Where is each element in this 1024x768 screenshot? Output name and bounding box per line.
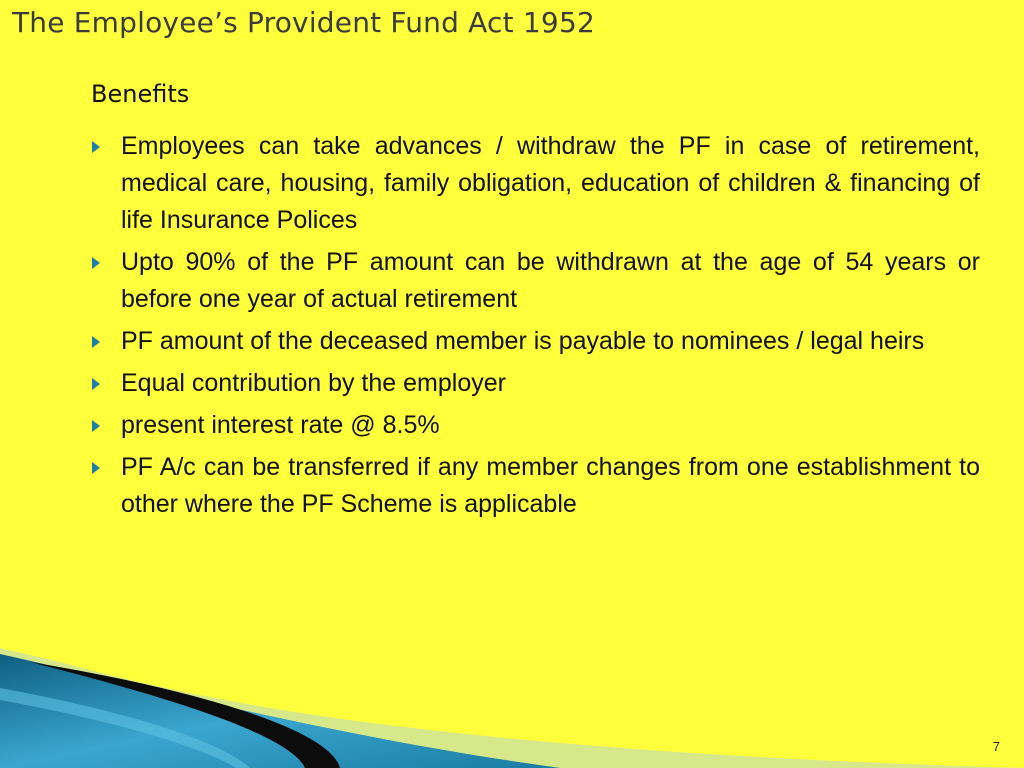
bullet-item bbox=[90, 128, 980, 239]
bullet-text: present interest rate @ 8.5% bbox=[121, 411, 440, 439]
bullet-list bbox=[90, 128, 980, 528]
bullet-text: PF A/c can be transferred if any member changes from one establishment to other where the PF Scheme is applicable bbox=[121, 453, 980, 518]
page-number: 7 bbox=[992, 739, 1000, 754]
bullet-text: PF amount of the deceased member is payable to nominees / legal heirs bbox=[121, 327, 925, 355]
triangle-right-bullet-icon bbox=[92, 336, 100, 348]
triangle-right-bullet-icon bbox=[92, 378, 100, 390]
slide-title: The Employee’s Provident Fund Act 1952 bbox=[12, 6, 595, 39]
bullet-text: Equal contribution by the employer bbox=[121, 369, 506, 397]
triangle-right-bullet-icon bbox=[92, 141, 100, 153]
bullet-item bbox=[90, 449, 980, 523]
bullet-item bbox=[90, 365, 980, 402]
bullet-item bbox=[90, 407, 980, 444]
triangle-right-bullet-icon bbox=[92, 462, 100, 474]
bullet-text: Upto 90% of the PF amount can be withdrawn at the age of 54 years or before one year of actual retirement bbox=[121, 248, 980, 313]
bullet-item bbox=[90, 244, 980, 318]
triangle-right-bullet-icon bbox=[92, 420, 100, 432]
slide-subtitle: Benefits bbox=[91, 80, 190, 108]
triangle-right-bullet-icon bbox=[92, 257, 100, 269]
decorative-wave bbox=[0, 640, 1024, 768]
bullet-text: Employees can take advances / withdraw the PF in case of retirement, medical care, housing, family obligation, education of children & financing of life Insurance Polices bbox=[121, 132, 980, 234]
bullet-item bbox=[90, 323, 980, 360]
